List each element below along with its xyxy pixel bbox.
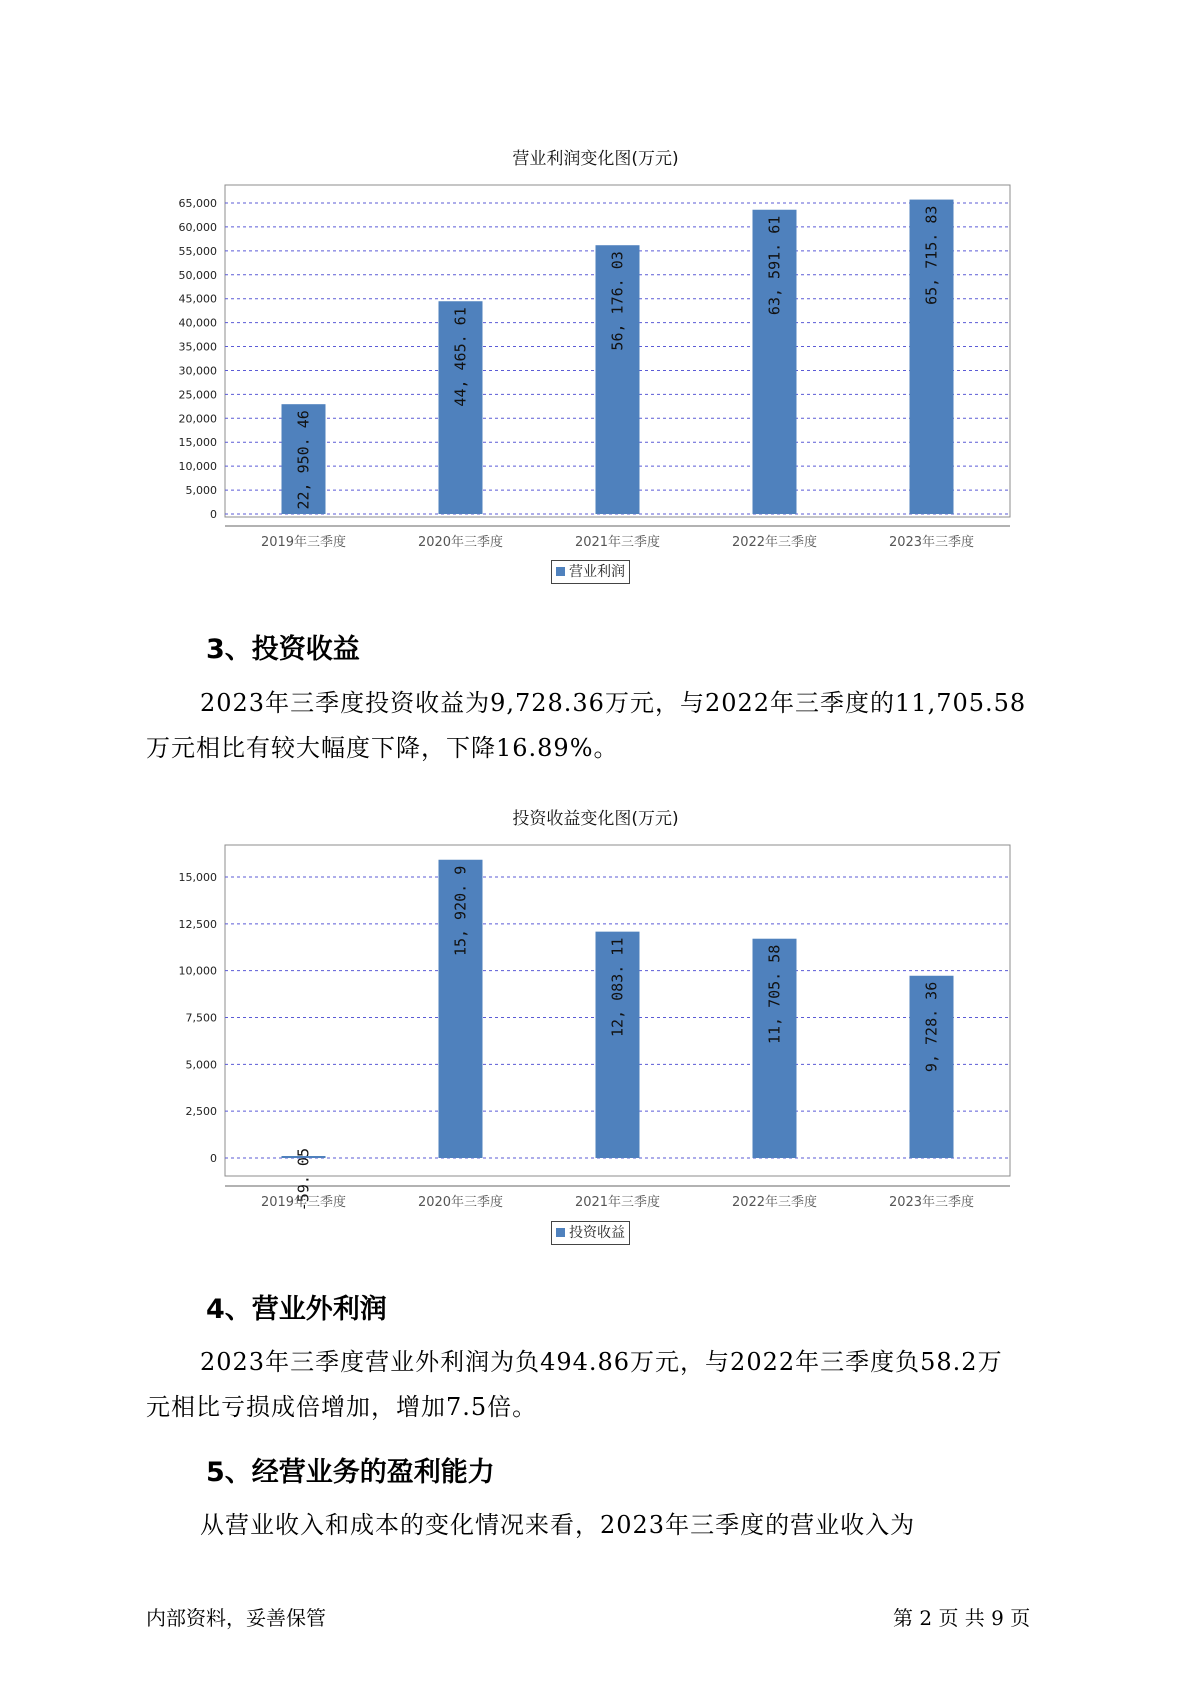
section-5-line-1: 从营业收入和成本的变化情况来看，2023年三季度的营业收入为 (200, 1511, 916, 1539)
bar-data-label: 11, 705. 58 (765, 944, 784, 1045)
y-tick-label: 55,000 (178, 244, 217, 258)
x-category-label: 2019年三季度 (260, 1195, 347, 1210)
bar-data-label: 44, 465. 61 (451, 307, 470, 407)
bar-data-label: 65, 715. 83 (922, 205, 941, 305)
y-tick-label: 5,000 (185, 484, 217, 498)
y-tick-label: 25,000 (178, 388, 217, 402)
y-tick-label: 30,000 (178, 364, 217, 378)
chart2-legend (551, 1221, 630, 1245)
bar-data-label: 22, 950. 46 (294, 410, 313, 510)
chart1-legend-label: 营业利润 (569, 564, 625, 580)
y-tick-label: 65,000 (178, 197, 217, 210)
x-category-label: 2021年三季度 (574, 1195, 661, 1210)
footer-confidential-note: 内部资料，妥善保管 (146, 1606, 326, 1630)
bar-data-label: 15, 920. 9 (451, 865, 470, 957)
bar-data-label: -59. 05 (294, 1148, 313, 1212)
section-3-heading: 3、投资收益 (206, 634, 360, 665)
chart2-legend-label: 投资收益 (569, 1225, 625, 1241)
y-tick-label: 5,000 (185, 1058, 217, 1072)
y-tick-label: 2,500 (185, 1105, 217, 1119)
y-tick-label: 50,000 (178, 268, 217, 282)
x-category-label: 2022年三季度 (731, 535, 818, 550)
x-category-label: 2023年三季度 (888, 535, 975, 550)
section-4-line-1: 2023年三季度营业外利润为负494.86万元，与2022年三季度负58.2万 (200, 1348, 1003, 1376)
section-3-line-2: 万元相比有较大幅度下降，下降16.89%。 (146, 734, 619, 762)
x-category-label: 2020年三季度 (417, 535, 504, 550)
chart2-investment-income (0, 830, 1191, 1212)
section-3-line-1: 2023年三季度投资收益为9,728.36万元，与2022年三季度的11,705.58 (200, 689, 1027, 717)
chart1-operating-profit (0, 170, 1191, 550)
section-5-paragraph (146, 1503, 1066, 1548)
bar-data-label: 9, 728. 36 (922, 981, 941, 1073)
bar-data-label: 12, 083. 11 (608, 937, 627, 1037)
x-category-label: 2021年三季度 (574, 535, 661, 550)
x-category-label: 2019年三季度 (260, 535, 347, 550)
legend-swatch (556, 1228, 565, 1237)
section-3-paragraph (146, 681, 1066, 771)
y-tick-label: 7,500 (185, 1011, 217, 1025)
y-tick-label: 15,000 (178, 436, 217, 450)
y-tick-label: 40,000 (178, 316, 217, 330)
section-4-line-2: 元相比亏损成倍增加，增加7.5倍。 (146, 1393, 538, 1421)
section-5-heading: 5、经营业务的盈利能力 (206, 1457, 495, 1488)
y-tick-label: 0 (210, 1152, 217, 1165)
section-4-paragraph (146, 1340, 1066, 1430)
y-tick-label: 45,000 (178, 292, 217, 306)
chart2-title: 投资收益变化图(万元) (512, 809, 679, 829)
y-tick-label: 35,000 (178, 340, 217, 354)
y-tick-label: 12,500 (178, 917, 217, 931)
legend-swatch (556, 567, 565, 576)
y-tick-label: 10,000 (178, 460, 217, 474)
section-4-heading: 4、营业外利润 (206, 1294, 387, 1325)
x-category-label: 2020年三季度 (417, 1195, 504, 1210)
y-tick-label: 60,000 (178, 220, 217, 234)
bar-data-label: 63, 591. 61 (765, 215, 784, 316)
x-category-label: 2022年三季度 (731, 1195, 818, 1210)
y-tick-label: 0 (210, 508, 217, 521)
y-tick-label: 15,000 (178, 871, 217, 884)
chart1-title: 营业利润变化图(万元) (512, 149, 679, 169)
x-category-label: 2023年三季度 (888, 1195, 975, 1210)
chart1-legend (551, 560, 630, 584)
footer-page-number: 第 2 页 共 9 页 (893, 1606, 1031, 1630)
y-tick-label: 10,000 (178, 964, 217, 978)
bar-data-label: 56, 176. 03 (608, 251, 627, 351)
y-tick-label: 20,000 (178, 412, 217, 426)
